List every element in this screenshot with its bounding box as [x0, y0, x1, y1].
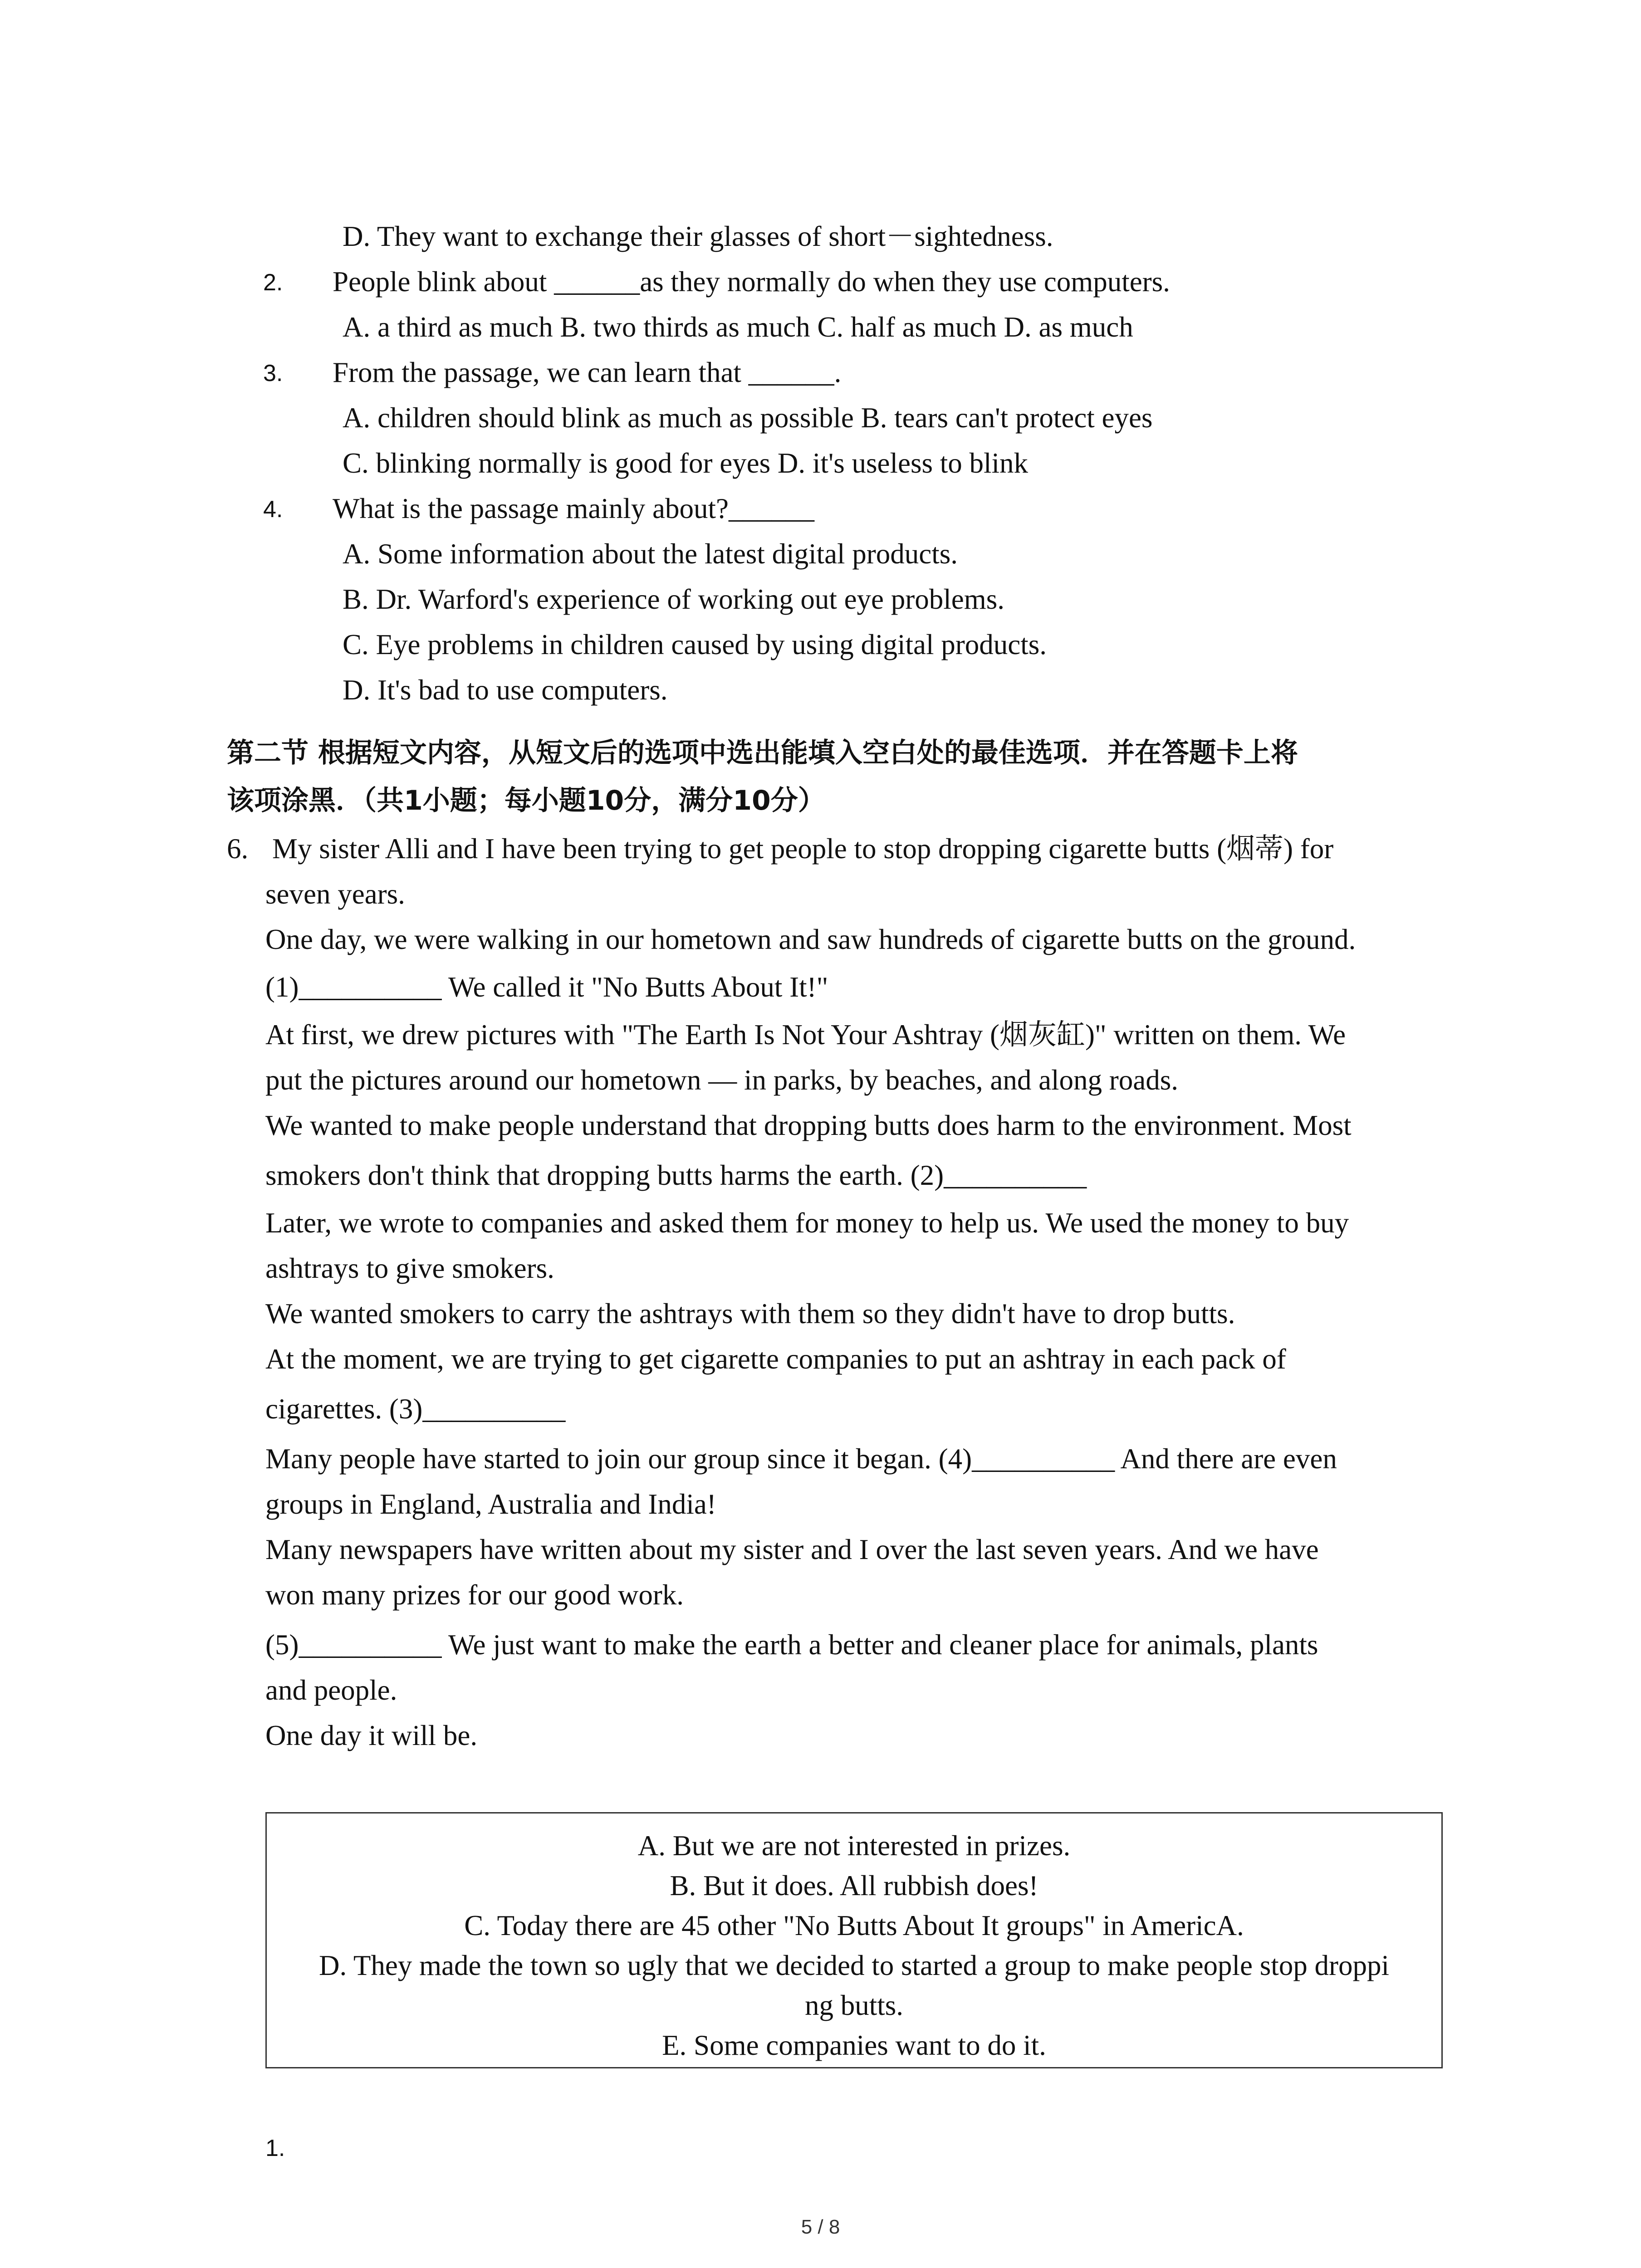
passage-line: (5)__________ We just want to make the earth a better and cleaner place for animals, plants	[265, 1629, 1318, 1661]
q4-option-b: B. Dr. Warford's experience of working out eye problems.	[343, 583, 1004, 615]
options-box	[265, 1812, 1443, 2068]
section2-heading-line1: 第二节 根据短文内容，从短文后的选项中选出能填入空白处的最佳选项．并在答题卡上将	[227, 737, 1298, 769]
q4-number: 4.	[263, 496, 283, 523]
q4-stem: What is the passage mainly about?______	[333, 493, 814, 524]
option-line: A. But we are not interested in prizes.	[637, 1830, 1071, 1862]
passage-line: My sister Alli and I have been trying to get people to stop dropping cigarette butts (烟蒂) for	[272, 833, 1334, 865]
passage-line: One day, we were walking in our hometown and saw hundreds of cigarette butts on the ground.	[265, 924, 1356, 955]
page-number: 5 / 8	[801, 2216, 840, 2238]
option-line: D. They made the town so ugly that we decided to started a group to make people stop droppi	[318, 1950, 1390, 1981]
passage-number: 6.	[227, 833, 249, 865]
q2-options: A. a third as much B. two thirds as much C. half as much D. as much	[343, 311, 1133, 343]
passage-line: ashtrays to give smokers.	[265, 1252, 554, 1284]
section2-heading-line2: 该项涂黑．（共1小题；每小题10分，满分10分）	[227, 785, 825, 816]
q3-stem: From the passage, we can learn that ______.	[333, 357, 842, 388]
passage-line: put the pictures around our hometown — in parks, by beaches, and along roads.	[265, 1064, 1179, 1096]
q1-option-d: D. They want to exchange their glasses of short－sightedness.	[343, 220, 1053, 252]
passage-line: cigarettes. (3)__________	[265, 1393, 566, 1425]
q2-stem: People blink about ______as they normally do when they use computers.	[333, 266, 1170, 298]
passage-line: We wanted smokers to carry the ashtrays with them so they didn't have to drop butts.	[265, 1298, 1235, 1330]
passage-line: We wanted to make people understand that dropping butts does harm to the environment. Most	[265, 1110, 1352, 1141]
q3-number: 3.	[263, 360, 283, 386]
option-line: E. Some companies want to do it.	[662, 2029, 1046, 2061]
passage-line: Later, we wrote to companies and asked them for money to help us. We used the money to buy	[265, 1207, 1349, 1239]
option-line: C. Today there are 45 other "No Butts About It groups" in AmericA.	[464, 1910, 1244, 1941]
q4-option-c: C. Eye problems in children caused by using digital products.	[343, 629, 1047, 660]
passage-line: At first, we drew pictures with "The Earth Is Not Your Ashtray (烟灰缸)" written on them. We	[265, 1019, 1346, 1051]
passage-line: Many newspapers have written about my sister and I over the last seven years. And we have	[265, 1534, 1319, 1565]
passage-line: and people.	[265, 1674, 397, 1706]
passage-line: At the moment, we are trying to get cigarette companies to put an ashtray in each pack of	[265, 1343, 1286, 1375]
q4-option-d: D. It's bad to use computers.	[343, 674, 668, 706]
passage-line: seven years.	[265, 878, 405, 910]
option-line: B. But it does. All rubbish does!	[670, 1870, 1038, 1901]
answer-number: 1.	[265, 2135, 285, 2161]
q3-options-line2: C. blinking normally is good for eyes D. it's useless to blink	[343, 447, 1029, 479]
passage-line: smokers don't think that dropping butts harms the earth. (2)__________	[265, 1159, 1087, 1191]
passage-line: groups in England, Australia and India!	[265, 1488, 716, 1520]
q3-options-line1: A. children should blink as much as possible B. tears can't protect eyes	[343, 402, 1153, 434]
passage-line: Many people have started to join our group since it began. (4)__________ And there are even	[265, 1443, 1337, 1475]
passage-line: One day it will be.	[265, 1720, 478, 1751]
passage-line: (1)__________ We called it "No Butts About It!"	[265, 971, 828, 1003]
option-line: ng butts.	[804, 1989, 904, 2021]
q2-number: 2.	[263, 269, 283, 296]
passage-line: won many prizes for our good work.	[265, 1579, 684, 1611]
q4-option-a: A. Some information about the latest digital products.	[343, 538, 958, 570]
